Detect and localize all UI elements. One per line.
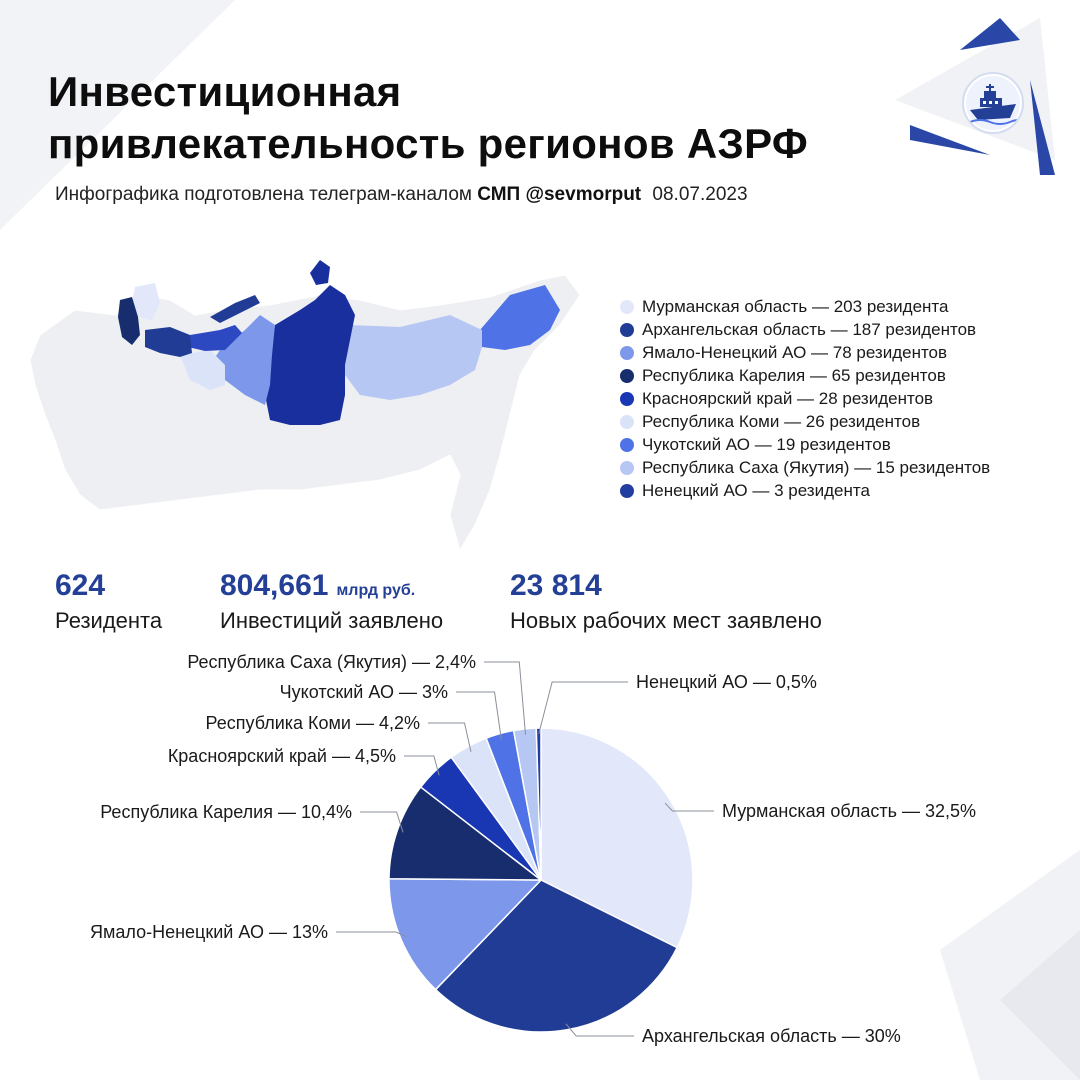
stat-investments-label: Инвестиций заявлено [220,608,444,633]
legend-item [620,479,990,502]
legend-label: Ямало-Ненецкий АО — 78 резидентов [642,342,948,362]
stat-residents [55,568,162,634]
pie-slice-label: Чукотский АО — 3% [279,682,448,702]
legend-label: Республика Коми — 26 резидентов [642,411,921,431]
title-line-1: Инвестиционная [48,68,402,115]
pie-slice-label: Ямало-Ненецкий АО — 13% [90,922,328,942]
legend-dot-icon [620,461,634,475]
pie-slice-label: Мурманская область — 32,5% [722,801,977,821]
stat-residents-label: Резидента [55,608,163,633]
page-title [48,66,808,170]
pie-slice-label: Республика Карелия — 10,4% [100,802,352,822]
legend-label: Республика Карелия — 65 резидентов [642,365,946,385]
logo [962,72,1024,134]
legend-item [620,364,990,387]
pie-leader-line [428,723,471,752]
legend-dot-icon [620,438,634,452]
stat-jobs [510,568,822,634]
legend-dot-icon [620,369,634,383]
legend-item [620,456,990,479]
legend-dot-icon [620,392,634,406]
stat-jobs-value: 23 814 [510,569,602,602]
legend-label: Мурманская область — 203 резидента [642,296,949,316]
legend-dot-icon [620,484,634,498]
legend-label: Республика Саха (Якутия) — 15 резидентов [642,457,991,477]
legend-dot-icon [620,346,634,360]
pie-leader-line [539,682,628,734]
legend-item [620,318,990,341]
legend-dot-icon [620,323,634,337]
map-legend [620,295,990,502]
stat-investments-value: 804,661 [220,569,329,602]
legend-item [620,433,990,456]
legend-label: Ненецкий АО — 3 резидента [642,480,870,500]
pie-leader-line [336,932,406,937]
legend-dot-icon [620,415,634,429]
subtitle-date: 08.07.2023 [652,184,748,205]
pie-leader-line [484,662,526,735]
legend-label: Архангельская область — 187 резидентов [642,319,977,339]
pie-slice-label: Архангельская область — 30% [642,1026,901,1046]
legend-label: Чукотский АО — 19 резидентов [642,434,891,454]
pie-leader-line [360,812,403,832]
map-chukotka [480,285,560,350]
legend-item [620,341,990,364]
legend-label: Красноярский край — 28 резидентов [642,388,934,408]
pie-slice-label: Красноярский край — 4,5% [167,746,396,766]
title-line-2: привлекательность регионов АЗРФ [48,120,809,167]
stat-investments [220,568,443,634]
stat-jobs-label: Новых рабочих мест заявлено [510,608,822,633]
pie-slice-label: Республика Коми — 4,2% [205,713,420,733]
stat-residents-value: 624 [55,569,106,602]
stat-investments-unit: млрд руб. [336,582,416,599]
icebreaker-ship-icon [964,74,1022,132]
map-taimyr [310,260,330,285]
pie-slice-label: Республика Саха (Якутия) — 2,4% [187,652,476,672]
subtitle-prefix: Инфографика подготовлена телеграм-каналом [55,184,472,205]
pie-chart [0,640,1080,1080]
legend-item [620,410,990,433]
subtitle-channel: СМП @sevmorput [477,184,642,205]
legend-dot-icon [620,300,634,314]
legend-item [620,387,990,410]
pie-slice-label: Ненецкий АО — 0,5% [636,672,817,692]
russia-map [20,255,600,555]
legend-item [620,295,990,318]
subtitle [55,184,748,206]
pie-leader-line [456,692,501,739]
